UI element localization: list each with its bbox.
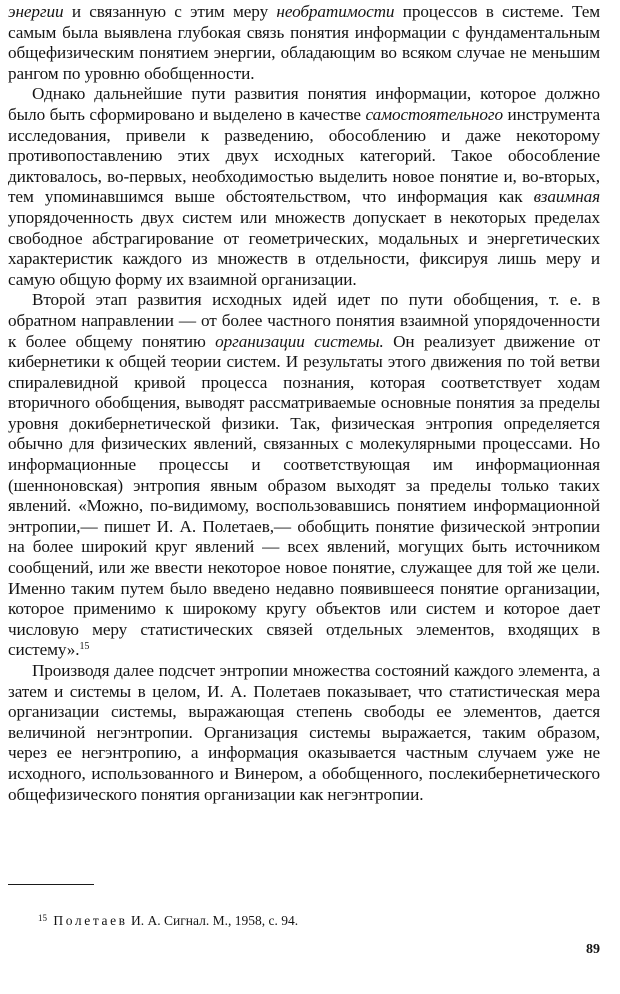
text-run: инструмента исследования, привели к разведению, обособлению и даже некоторому противопоставлению этих двух исходных категорий. Такое обособление диктовалось, во-первых, необходимостью выделить новое понятие и, во-вторых, тем упоминавшимся выше обстоятельством, что информация как [8,104,600,207]
footnote-reference: 15 [79,641,90,653]
body-text [8,2,600,805]
italic-term: взаимная [533,187,600,207]
italic-term: организации системы. [215,331,384,351]
text-run: Производя далее подсчет энтропии множества состояний каждого элемента, а затем и системы в целом, И. А. Полетаев показывает, что статистическая мера организации системы, выражающая степень свободы ее элементов, дается величиной негэнтропии. Организация системы выражается, таким образом, через ее негэнтропию, а информация оказывается частным случаем уже не исходного, использованного и Винером, а обобщенного, послекибернетического общефизического понятия организации как негэнтропии. [8,661,600,804]
italic-term: энергии [8,2,64,21]
text-run: упорядоченность двух систем или множеств допускает в некоторых пределах свободное абстрагирование от геометрических, модальных и энергетических характеристик каждого из множеств в отдельности, фиксируя лишь меру и самую общую форму их взаимной организации. [8,207,600,289]
footnote-mark: 15 [38,913,47,923]
text-run: и связанную с этим меру [63,2,277,21]
paragraph [8,290,600,661]
page-number: 89 [586,942,600,957]
text-run: процессов в системе. Тем самым была выявлена глубокая связь понятия информации с фундаментальным общефизическим понятием энергии, обладающим во всяком случае не меньшим рангом по уровню обобщенности. [8,2,601,83]
footnote-separator [8,884,94,885]
footnote [38,910,298,929]
italic-term: самостоятельного [365,104,503,124]
footnote-author: Полетаев [53,913,128,928]
text-run: Он реализует движение от кибернетики к общей теории систем. И результаты этого движения по той ветви спиралевидной кривой процесса познания, которая соответствует ходам вторичного обобщения, выводят рассматриваемые основные понятия за пределы уровня докибернетической физики. Так, физическая энтропия определяется обычно для физических явлений, связанных с молекулярными процессами. Но информационные процессы и соответствующая им информационная (шенноновская) энтропия явным образом выходят за пределы только таких явлений. «Можно, по-видимому, воспользовавшись понятием информационной энтропии,— пишет И. А. Полетаев,— обобщить понятие физической энтропии на более широкий круг явлений — всех явлений, могущих быть источником сообщений, или же ввести некоторое новое понятие, служащее для той же цели. Именно таким путем было введено недавно появившееся понятие организации, которое применимо к широкому кругу объектов или систем и которое дает числовую меру статистических связей отдельных элементов, входящих в систему». [8,331,600,660]
italic-term: необратимости [276,2,395,21]
paragraph [8,84,600,290]
text-run: Второй этап развития исходных идей идет по пути обобщения, т. е. в обратном направлении — от более частного понятия взаимной упорядоченности к более общему понятию [8,290,600,351]
paragraph [8,2,600,84]
footnote-citation: И. А. Сигнал. М., 1958, с. 94. [131,913,299,928]
paragraph [8,661,600,805]
text-run: Однако дальнейшие пути развития понятия информации, которое должно было быть сформировано и выделено в качестве [8,84,600,124]
